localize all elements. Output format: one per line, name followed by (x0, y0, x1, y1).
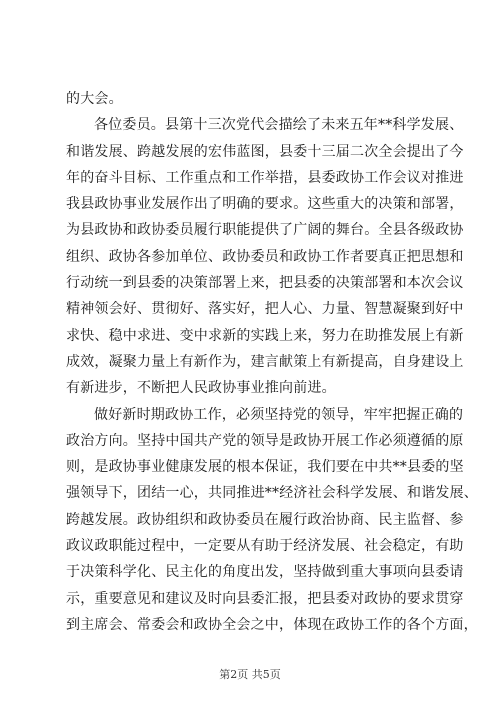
text-line: 示，重要意见和建议及时向县委汇报，把县委对政协的要求贯穿 (66, 590, 464, 607)
text-line: 于决策科学化、民主化的角度出发，坚持做到重大事项向县委请 (66, 564, 464, 581)
text-line: 政治方向。坚持中国共产党的领导是政协开展工作必须遵循的原 (66, 432, 464, 449)
text-line: 的大会。 (66, 91, 123, 107)
text-line: 组织、政协各参加单位、政协委员和政协工作者要真正把思想和 (66, 248, 464, 265)
text-line: 到主席会、常委会和政协全会之中，体现在政协工作的各个方面， (66, 616, 478, 633)
text-line: 做好新时期政协工作，必须坚持党的领导，牢牢把握正确的 (94, 406, 464, 423)
page-number: 第2页 共5页 (219, 668, 281, 681)
text-line: 各位委员。县第十三次党代会描绘了未来五年**科学发展、 (94, 117, 464, 134)
body-text (66, 86, 478, 638)
text-line: 我县政协事业发展作出了明确的要求。这些重大的决策和部署， (66, 196, 464, 213)
text-line: 精神领会好、贯彻好、落实好，把人心、力量、智慧凝聚到好中 (66, 301, 464, 318)
text-line: 强领导下，团结一心，共同推进**经济社会科学发展、和谐发展、 (66, 485, 478, 502)
text-line: 有新进步，不断把人民政协事业推向前进。 (66, 380, 336, 397)
text-line: 为县政协和政协委员履行职能提供了广阔的舞台。全县各级政协 (66, 222, 464, 239)
text-line: 成效，凝聚力量上有新作为，建言献策上有新提高，自身建设上 (66, 353, 464, 370)
text-line: 则，是政协事业健康发展的根本保证，我们要在中共**县委的坚 (66, 459, 464, 476)
text-line: 行动统一到县委的决策部署上来，把县委的决策部署和本次会议 (66, 275, 464, 292)
text-line: 求快、稳中求进、变中求新的实践上来，努力在助推发展上有新 (66, 327, 464, 344)
text-line: 和谐发展、跨越发展的宏伟蓝图，县委十三届二次全会提出了今 (66, 143, 464, 160)
text-line: 政议政职能过程中，一定要从有助于经济发展、社会稳定，有助 (66, 538, 464, 555)
text-line: 年的奋斗目标、工作重点和工作举措，县委政协工作会议对推进 (66, 169, 464, 186)
text-line: 跨越发展。政协组织和政协委员在履行政治协商、民主监督、参 (66, 511, 464, 528)
